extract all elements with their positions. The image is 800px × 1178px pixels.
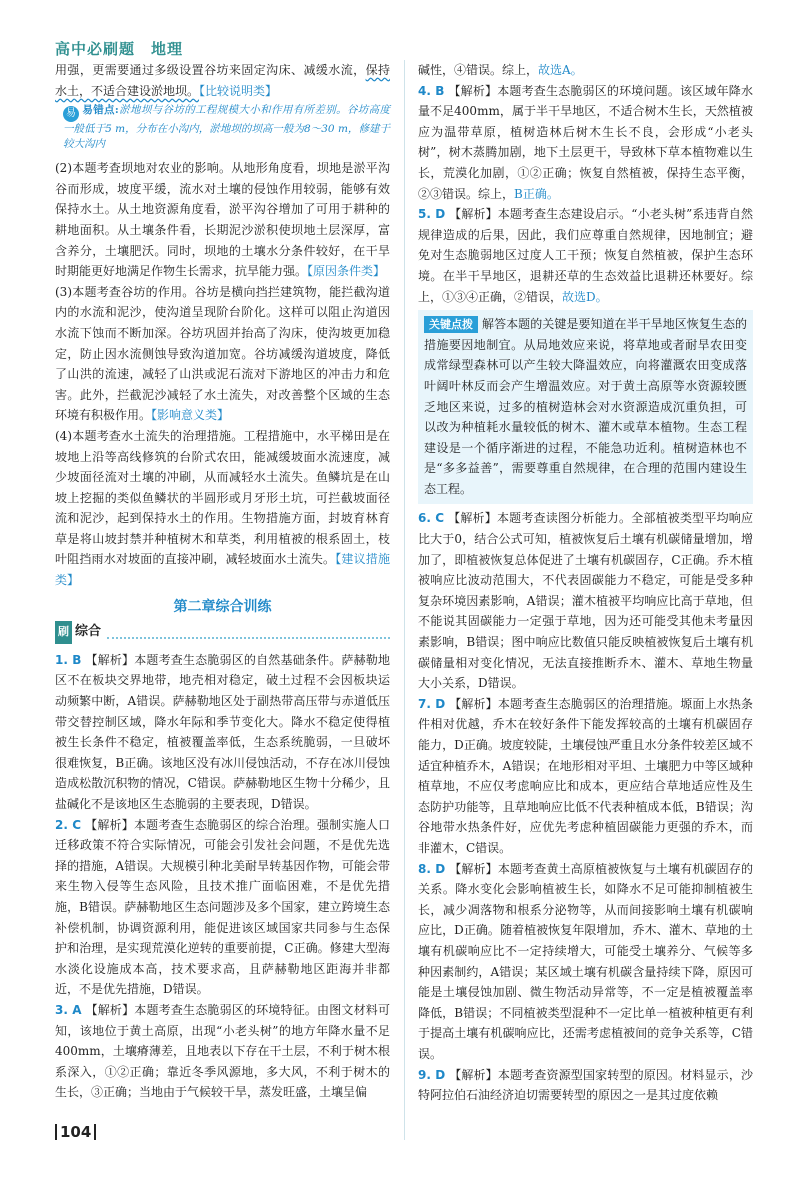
page-header: 高中必刷题 地理 [55,40,184,58]
answer-text: 【解析】本题考查生态脆弱区的环境特征。由图文材料可知，该地位于黄土高原，出现“小老头树”的地方年降水量不足400mm，土壤瘠薄差，且地表以下存在干土层，不利于树木根系深入，①②正确；靠近冬季风源地，多大风，不利于树木的生长，③正确；当地由于气候较干旱，蒸发旺盛，土壤呈偏 [55,1002,390,1100]
text: (2)本题考查坝地对农业的影响。从地形角度看，坝地是淤平沟谷而形成，坡度平缓，流水对土壤的侵蚀作用较弱，能够有效保持水土。从土地资源角度看，淤平沟谷增加了可用于耕种的耕地面积。从土壤条件看，长期泥沙淤积使坝地土层深厚，富含养分，土壤肥沃。同时，坝地的土壤水分条件较好，在干旱时期能更好地满足作物生长需求，抗旱能力强。 [55,161,390,279]
question-number: 6. C [418,511,445,526]
brush-heading [55,621,390,644]
key-point-box [418,310,753,504]
text: (3)本题考查谷坊的作用。谷坊是横向挡拦建筑物，能拦截沟道内的水流和泥沙，使沟道呈现阶台阶化。这样可以阻止沟道因水流下蚀而不断加深。谷坊巩固并抬高了沟床，使沟坡更加稳定，防止因水流侧蚀导致沟道加宽。谷坊减缓沟道坡度，降低了山洪的流速，减轻了山洪或泥石流对下游地区的冲击力和危害。此外，拦截泥沙减轻了水土流失，对改善整个区域的生态环境有积极作用。 [55,284,390,423]
answer-text: 【解析】本题考查生态建设启示。“小老头树”系违背自然规律造成的后果，因此，我们应尊重自然规律，因地制宜；避免对生态脆弱地区过度人工干预；恢复自然植被，保护生态环境。在半干旱地区，退耕还草的生态效益比退耕还林要好。综上，①③④正确，②错误， [418,207,754,304]
dotted-rule [107,627,390,639]
error-tip [63,103,390,152]
answer-2 [55,815,390,1000]
right-column [418,60,753,1106]
category-tag: 【建议措施类】 [55,552,390,588]
brush-label: 综合 [75,624,102,640]
key-point-tag: 关键点拨 [424,316,478,333]
left-column [55,60,390,1103]
left-paragraph-2 [55,158,390,282]
column-divider [404,60,405,1140]
question-number: 3. A [55,1002,82,1017]
answer-choice: 故选A。 [538,63,583,77]
category-tag: 【影响意义类】 [151,408,230,423]
tip-text: 淤地坝与谷坊的工程规模大小和作用有所差别。谷坊高度一般低于5 m，分布在小沟内，淤地坝的坝高一般为8～30 m，修建于较大沟内 [63,104,390,151]
left-paragraph-4 [55,426,390,591]
tip-label: 易错点: [82,104,119,117]
answer-text: 【解析】本题考查生态脆弱区的治理措施。塬面上水热条件相对优越，乔木在较好条件下能发挥较高的土壤有机碳固存能力，D正确。坡度较陡，土壤侵蚀严重且水分条件较差区域不适宜种植乔木，A错误；在地形相对平坦、土壤肥力中等区域种植草地，不应仅考虑响应比和成本，更应结合草地适应性及生态防护功能等，且草地响应比低不代表种植成本低，B错误；沟谷地带水热条件好，应优先考虑种植固碳能力更强的乔木，而非灌木，C错误。 [418,696,753,855]
answer-choice: B正确。 [514,186,559,201]
answer-5 [418,204,753,307]
answer-3-continued [418,60,753,81]
key-point-text: 解答本题的关键是要知道在半干旱地区恢复生态的措施要因地制宜。从局地效应来说，将草地或者耐旱农田变成常绿型森林可以产生较大降温效应，向将灌溉农田变成落叶阔叶林反而会产生增温效应。对于黄土高原等水资源较匮乏地区来说，过多的植树造林会对水资源造成沉重负担，可以改为种植耗水量较低的树木、灌木或草本植物。生态工程建设是一个循序渐进的过程，不能急功近利。植树造林也不是“多多益善”，需要尊重自然规律，在合理的范围内建设生态工程。 [424,317,747,496]
answer-text: 【解析】本题考查生态脆弱区的环境问题。该区域年降水量不足400mm，属于半干旱地区，不适合树木生长，天然植被应为温带草原，植树造林后树木生长不良，会形成“小老头树”，树木蒸腾加剧，地下土层更干，导致林下草本植物难以生长，荒漠化加剧，①②正确；恢复自然植被，保持生态平衡，②③错误。综上， [418,83,753,201]
answer-8 [418,859,753,1065]
question-number: 9. D [418,1067,446,1082]
category-tag: 【比较说明类】 [199,83,278,98]
question-number: 1. B [55,652,82,667]
page-number: 104 [55,1124,96,1140]
question-number: 7. D [418,696,446,711]
answer-text: 【解析】本题考查读图分析能力。全部植被类型平均响应比大于0，结合公式可知，植被恢复后土壤有机碳储量增加，增加了，即植被恢复总体促进了土壤有机碳固存，C正确。乔木植被响应比波动范围大，不代表固碳能力不稳定，可能是受多种复杂环境因素影响，A错误；灌木植被平均响应比高于草地，但不能说其固碳能力一定强于草地，因为还可能受其他未考量因素影响，B错误；图中响应比数值只能反映植被恢复后土壤有机碳储量相对变化情况，无法直接推断乔木、灌木、草地生物量大小关系，D错误。 [418,511,753,691]
wavy-text: 保持水土，不适合建设淤地坝。 [55,63,390,98]
text: 用强，更需要通过多级设置谷坊来固定沟床、减缓水流， [55,63,366,77]
left-paragraph-1 [55,60,390,101]
question-number: 5. D [418,207,446,222]
question-number: 8. D [418,861,446,876]
answer-choice: 故选D。 [562,289,608,304]
answer-9 [418,1065,753,1106]
section-title: 第二章综合训练 [173,598,272,615]
answer-text: 【解析】本题考查生态脆弱区的综合治理。强制实施人口迁移政策不符合实际情况，可能会引发社会问题，不是优先选择的措施，A错误。大规模引种北美耐旱转基因作物，可能会带来生物入侵等生态风险，且技术推广面临困难，不是优先措施，B错误。萨赫勒地区生态问题涉及多个国家，建立跨境生态补偿机制，协调资源利用，能促进该区域国家共同参与生态保护和治理，是实现荒漠化逆转的重要前提，C正确。修建大型海水淡化设施成本高，技术要求高，且萨赫勒地区距海并非都近，不是优先措施，D错误。 [55,817,390,997]
text: 碱性，④错误。综上， [418,63,539,77]
answer-7 [418,694,753,859]
brush-icon: 刷 [55,621,72,644]
question-number: 4. B [418,83,445,98]
answer-text: 【解析】本题考查黄土高原植被恢复与土壤有机碳固存的关系。降水变化会影响植被生长，如降水不足可能抑制植被生长，减少凋落物和根系分泌物等，从而间接影响土壤有机碳响应比，D正确。随着植被恢复年限增加，乔木、灌木、草地的土壤有机碳响应比不一定持续增大，可能受土壤养分、气候等多种因素制约，A错误；某区域土壤有机碳含量持续下降，原因可能是土壤侵蚀加剧、微生物活动异常等，不一定是植被覆盖率降低，B错误；不同植被类型混种不一定比单一植被种植更有利于提高土壤有机碳响应比，还需考虑植被间的竞争关系等，C错误。 [418,861,753,1061]
question-number: 2. C [55,817,82,832]
answer-text: 【解析】本题考查资源型国家转型的原因。材料显示，沙特阿拉伯石油经济迫切需要转型的原因之一是其过度依赖 [418,1067,753,1103]
category-tag: 【原因条件类】 [307,264,386,279]
tip-icon: 易 [63,106,79,122]
text: (4)本题考查水土流失的治理措施。工程措施中，水平梯田是在坡地上沿等高线修筑的台阶式农田，能减缓坡面水流速度，减少坡面径流对土壤的冲刷，从而减轻水土流失。鱼鳞坑是在山坡上挖掘的类似鱼鳞状的半圆形或月牙形土坑，可拦截坡面径流和泥沙，起到保持水土的作用。生物措施方面，封坡育林育草是将山坡封禁并种植树木和草类，利用植被的根系固土，枝叶阻挡雨水对坡面的直接冲刷，减轻坡面水土流失。 [55,428,390,567]
answer-4 [418,81,753,205]
left-paragraph-3 [55,282,390,426]
answer-text: 【解析】本题考查生态脆弱区的自然基础条件。萨赫勒地区不在板块交界地带，地壳相对稳定，破土过程不会因板块运动频繁中断，A错误。萨赫勒地区处于副热带高压带与赤道低压带交替控制区域，降水年际和季节变化大。降水不稳定使得植被生长条件不稳定，植被覆盖率低，生态系统脆弱，一旦破坏很难恢复，B正确。该地区没有冰川侵蚀活动，不存在冰川侵蚀造成松散沉积物的情况，C错误。萨赫勒地区生物十分稀少，且盐碱化不是该地区生态脆弱的主要表现，D错误。 [55,652,390,811]
answer-6 [418,508,753,693]
answer-3 [55,1000,390,1103]
answer-1 [55,650,390,815]
